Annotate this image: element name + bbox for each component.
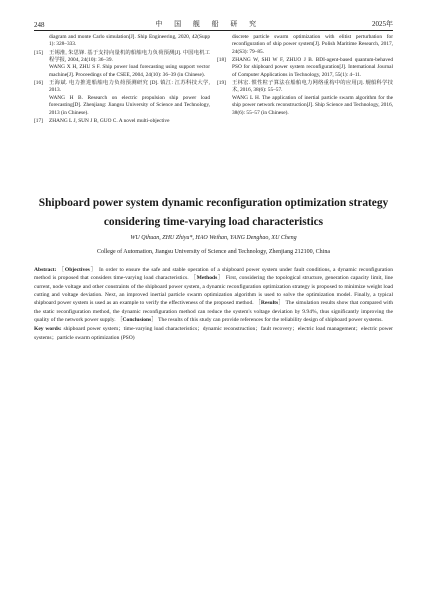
keywords-label: Key words: — [34, 326, 62, 333]
reference-number: [17] — [34, 117, 43, 124]
methods-text: First, considering the topological structure, generation capacity limit, line current, node voltage and other constraints of the shipboard power system, a dynamic reconfiguration optimization strategy is proposed to minimize weight load cutting and voltage deviation. Next, an improved inertial particle swarm optimization algorithm is used to solve the optimization model. Finally, a typical shipboard power system is used as an example to verify the effectiveness of the proposed method. — [34, 275, 394, 307]
reference-item — [34, 118, 210, 125]
journal-name: 中 国 舰 船 研 究 — [155, 20, 262, 28]
reference-text-chinese: 王海斌. 电力推进船舶电力负荷预测研究 [D]. 镇江: 江苏科技大学, 2013. — [49, 79, 210, 94]
page-number: 248 — [34, 21, 45, 29]
keywords-text: shipboard power system；time-varying load characteristics；dynamic reconstruction；fault recovery；electric load management；electric power systems；particle swarm optimization (PSO) — [34, 326, 393, 341]
reference-continuation: diagram and monte Carlo simulation[J]. Ship Engineering, 2020, 42(Supp 1): 328–333. — [49, 34, 210, 48]
reference-number: [19] — [217, 79, 226, 86]
reference-item — [34, 50, 210, 80]
reference-column-right — [217, 34, 393, 126]
author-list: WU Qihuan, ZHU Zhiyu*, HAO Weihan, YANG Denghao, XU Cheng — [130, 235, 297, 241]
article-title: Shipboard power system dynamic reconfiguration optimization strategy considering time-varying load characteristics — [38, 197, 389, 228]
conclusions-label: Conclusions — [122, 317, 152, 324]
reference-text-chinese: 王锡淮, 朱思锋. 基于支持向量机的船舶电力负荷预测[J]. 中国电机工程学报, 2004, 24(10): 36–39. — [49, 49, 210, 63]
abstract-label: Abstract: — [34, 267, 57, 273]
reference-text-english: WANG H B. Research on electric propulsion ship power load forecasting[D]. Zhenjiang: Jiangsu University of Science and Technology, 2013 (in Chinese). — [49, 94, 210, 116]
objectives-label: Objectives — [64, 267, 90, 273]
reference-item — [34, 80, 210, 117]
results-text: The simulation results show that compared with the static reconfiguration method, the dynamic reconfiguration method can reduce the system's voltage deviation by 9.94%, thus significantly improving the quality of the network power supply. — [34, 300, 394, 324]
results-label: Results — [260, 300, 279, 307]
reference-continuation: discrete particle swarm optimization with elitist perturbation for reconfiguration of ship power system[J]. Polish Maritime Research, 2017, 24(S3): 79–85. — [232, 34, 393, 55]
reference-item — [217, 57, 393, 79]
reference-number: [15] — [34, 49, 43, 56]
running-head — [34, 17, 393, 29]
keywords — [34, 325, 393, 342]
reference-column-left — [34, 34, 210, 126]
reference-text-english: ZHANG W, SHI W F, ZHUO J B. BDI-agent-based quantum-behaved PSO for shipboard power system reconfiguration[J]. International Journal of Computer Applications in Technology, 2017, 55(1): 4–11. — [232, 56, 393, 78]
reference-text-english: WANG X H, ZHU S F. Ship power load forecasting using support vector machine[J]. Proceedings of the CSEE, 2004, 24(10): 36–39 (in Chinese). — [49, 64, 210, 78]
issue-year: 2025年 — [372, 20, 393, 28]
methods-label: Methods — [196, 275, 218, 282]
author-affiliation: College of Automation, Jiangsu University of Science and Technology, Zhenjiang 212100, China — [96, 249, 331, 255]
reference-text-chinese: 王林宏. 惯性粒子算法在船舶电力网络重构中的应用[J]. 舰船科学技术, 2016, 38(6): 55–57. — [232, 79, 393, 94]
reference-list — [34, 34, 393, 126]
reference-number: [16] — [34, 79, 43, 86]
reference-text-english: WANG L H. The application of inertial particle swarm algorithm for the ship power network reconstruction[J]. Ship Science and Technology, 2016, 38(6): 55–57 (in Chinese). — [232, 94, 393, 116]
header-rule — [34, 30, 393, 31]
reference-number: [18] — [217, 56, 226, 63]
objectives-text: In order to ensure the safe and stable operation of a shipboard power system under fault conditions, a dynamic reconfiguration method is proposed that considers time-varying load characteristics. — [34, 267, 394, 282]
reference-item — [217, 80, 393, 117]
reference-text-english: ZHANG L J, SUN J B, GUO C. A novel multi-objective — [49, 117, 170, 124]
english-abstract: Abstract: ［Objectives］ In order to ensure the safe and stable operation of a shipboard power system under fault conditions, a dynamic reconfiguration method is proposed that considers time-varying load characteristics. ［Methods］ First, considering the topological structure, generation capacity limit, line current, node voltage and other constraints of the shipboard power system, a dynamic reconfiguration optimization strategy is proposed to minimize weight load cutting and voltage deviation. Next, an improved inertial particle swarm optimization algorithm is used to solve the optimization model. Finally, a typical shipboard power system is used as an example to verify the effectiveness of the proposed method. ［Results］ The simulation results show that compared with the static reconfiguration method, the dynamic reconfiguration method can reduce the system's voltage deviation by 9.94%, thus significantly improving the quality of the network power supply. ［Conclusions］ The results of this study can provide references for the reliability design of shipboard power systems. Key words: shipboard power system；time-varying load characteristics；dynamic reconstruction；fault recovery；electric load management；electric power systems；particle swarm optimization (PSO) — [34, 267, 394, 341]
conclusions-text: The results of this study can provide references for the reliability design of shipboard power systems. — [158, 317, 383, 324]
